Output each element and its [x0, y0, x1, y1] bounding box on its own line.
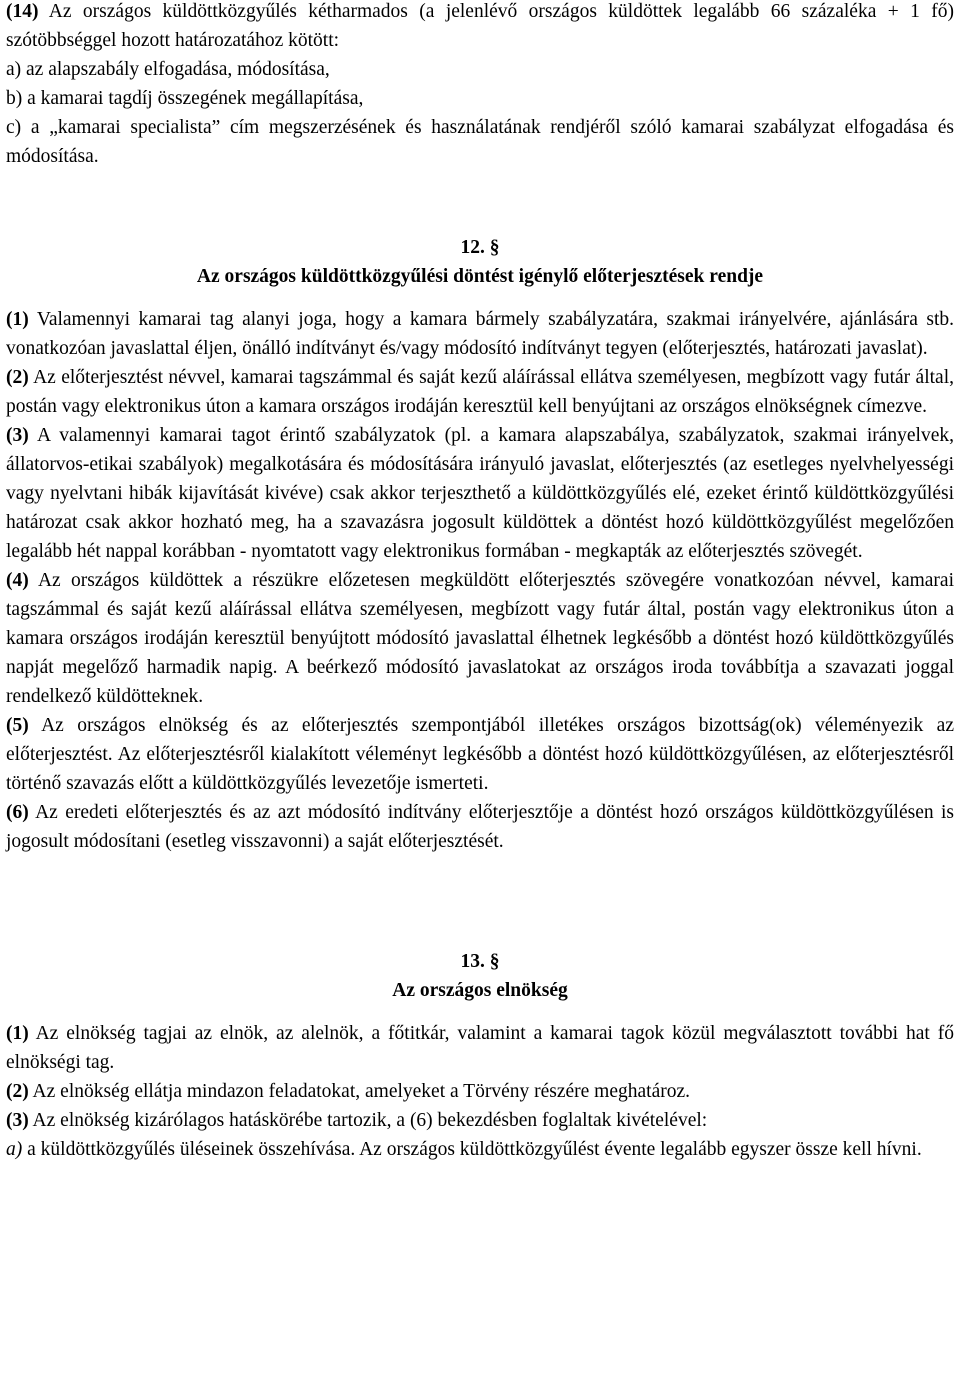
paragraph-14 — [6, 0, 954, 55]
paragraph-text: Az elnökség tagjai az elnök, az alelnök, a főtitkár, valamint a kamarai tagok közül megválasztott további hat fő elnökségi tag. — [6, 1023, 954, 1073]
paragraph-text: Valamennyi kamarai tag alanyi joga, hogy a kamara bármely szabályzatára, szakmai irányelvére, ajánlására stb. vonatkozóan javaslattal éljen, önálló indítványt és/vagy módosító indítványt tegyen (előterjesztés, határozati javaslat). — [6, 309, 954, 359]
paragraph-text: Az országos küldöttek a részükre előzetesen megküldött előterjesztés szövegére vonatkozóan névvel, kamarai tagszámmal és saját kezű aláírással ellátva személyesen, megbízott vagy futár által, postán vagy elektronikus úton a kamara országos irodáján keresztül benyújtott módosító javaslattal élhetnek legkésőbb a döntést hozó küldöttközgyűlés napját megelőző harmadik napig. A beérkező módosító javaslatokat az országos iroda továbbítja a szavazati joggal rendelkező küldötteknek. — [6, 570, 954, 707]
paragraph-text: Az elnökség kizárólagos hatáskörébe tartozik, a (6) bekezdésben foglaltak kivételével: — [28, 1110, 708, 1131]
paragraph-number: (2) — [6, 1081, 29, 1102]
section-title: Az országos elnökség — [392, 980, 568, 1001]
paragraph-number: (1) — [6, 309, 29, 330]
paragraph-text: Az országos küldöttközgyűlés kétharmados (a jelenlévő országos küldöttek legalább 66 százaléka + 1 fő) szótöbbséggel hozott határozatához kötött: — [6, 1, 954, 51]
document-page — [6, 0, 954, 1164]
paragraph-number: (4) — [6, 570, 29, 591]
paragraph-number: (1) — [6, 1023, 29, 1044]
paragraph — [6, 421, 954, 566]
list-item: a) az alapszabály elfogadása, módosítása, — [6, 59, 330, 80]
paragraph-number: (6) — [6, 802, 29, 823]
list-item: c) a „kamarai specialista” cím megszerzésének és használatának rendjéről szóló kamarai szabályzat elfogadása és módosítása. — [6, 117, 954, 167]
paragraph-text: Az elnökség ellátja mindazon feladatokat, amelyeket a Törvény részére meghatároz. — [28, 1081, 691, 1102]
item-label: a) — [6, 1139, 23, 1160]
section-title: Az országos küldöttközgyűlési döntést igénylő előterjesztések rendje — [196, 266, 764, 287]
paragraph — [6, 566, 954, 711]
paragraph-text: Az eredeti előterjesztés és az azt módosító indítvány előterjesztője a döntést hozó országos küldöttközgyűlésen is jogosult módosítani (esetleg visszavonni) a saját előterjesztését. — [6, 802, 954, 852]
paragraph — [6, 363, 954, 421]
paragraph-number: (5) — [6, 715, 29, 736]
paragraph-text: Az országos elnökség és az előterjesztés szempontjából illetékes országos bizottság(ok) véleményezik az előterjesztést. Az előterjesztésről kialakított véleményt legkésőbb a döntést hozó küldöttközgyűlésen, az előterjesztésről történő szavazás előtt a küldöttközgyűlés levezetője ismerteti. — [6, 715, 954, 794]
paragraph-number: (2) — [6, 367, 29, 388]
paragraph — [6, 798, 954, 856]
list-item: b) a kamarai tagdíj összegének megállapítása, — [6, 88, 364, 109]
paragraph-number: (3) — [6, 425, 29, 446]
paragraph — [6, 1106, 954, 1135]
section-number: 13. § — [460, 951, 500, 972]
paragraph-text: A valamennyi kamarai tagot érintő szabályzatok (pl. a kamara alapszabálya, szabályzatok, szakmai irányelvek, állatorvos-etikai szabályok) megalkotására és módosítására irányuló javaslat, előterjesztés (az esetleges nyelvhelyességi vagy nyelvtani hibák kijavítását kivéve) csak akkor terjeszthető a küldöttközgyűlés elé, ezeket érintő küldöttközgyűlési határozat csak akkor hozható meg, ha a szavazásra jogosult küldöttek a döntést hozó küldöttközgyűlést megelőzően legalább hét nappal korábban - nyomtatott vagy elektronikus formában - megkapták az előterjesztés szövegét. — [6, 425, 954, 562]
paragraph-text: Az előterjesztést névvel, kamarai tagszámmal és saját kezű aláírással ellátva személyesen, megbízott vagy futár által, postán vagy elektronikus úton a kamara országos irodáján keresztül kell benyújtani az országos elnökségnek címezve. — [6, 367, 954, 417]
list-item — [6, 1135, 954, 1164]
paragraph — [6, 1019, 954, 1077]
item-text: a küldöttközgyűlés üléseinek összehívása. Az országos küldöttközgyűlést évente legalább egyszer össze kell hívni. — [22, 1139, 922, 1160]
paragraph — [6, 711, 954, 798]
section-number: 12. § — [460, 237, 500, 258]
paragraph — [6, 305, 954, 363]
paragraph-number: (3) — [6, 1110, 29, 1131]
paragraph-number: (14) — [6, 1, 39, 22]
paragraph — [6, 1077, 954, 1106]
